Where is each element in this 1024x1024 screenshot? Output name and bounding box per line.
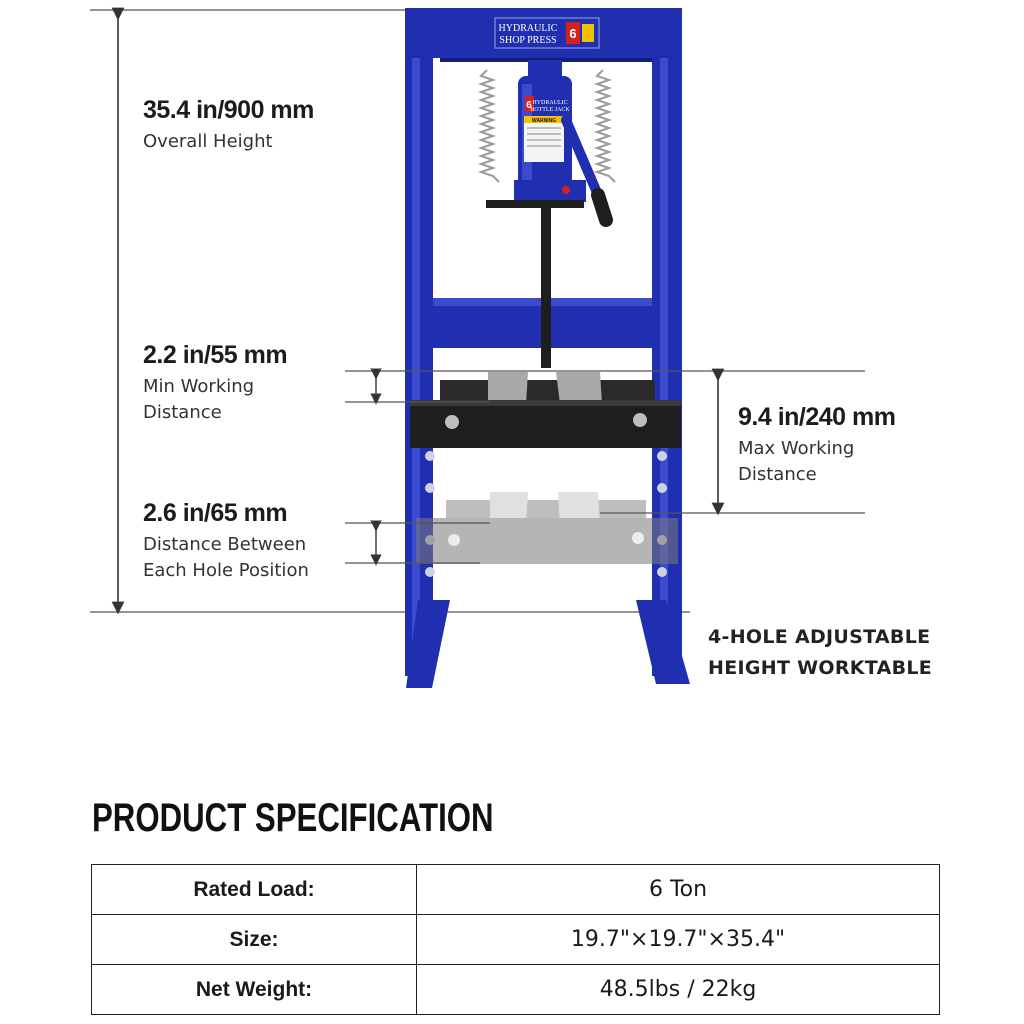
table-row	[92, 865, 940, 915]
feature-line-2: HEIGHT WORKTABLE	[708, 657, 933, 679]
svg-text:SHOP PRESS: SHOP PRESS	[499, 35, 557, 46]
hole-distance-label-2: Each Hole Position	[143, 560, 309, 581]
max-working-label-1: Max Working	[738, 438, 855, 459]
max-working-callout	[738, 403, 895, 488]
table-row	[92, 965, 940, 1015]
feature-line-1: 4-HOLE ADJUSTABLE	[708, 626, 931, 648]
min-working-label-1: Min Working	[143, 376, 255, 397]
spec-key: Size:	[92, 915, 417, 965]
press-sign	[495, 18, 599, 48]
spec-value: 6 Ton	[417, 865, 940, 915]
hole-distance-callout	[143, 499, 309, 584]
spec-table	[91, 864, 940, 1015]
table-row	[92, 915, 940, 965]
overall-height-callout	[143, 96, 314, 155]
max-working-value: 9.4 in/240 mm	[738, 403, 896, 431]
overall-height-label: Overall Height	[143, 131, 273, 152]
worktable-feature-callout	[708, 622, 932, 684]
svg-text:HYDRAULIC: HYDRAULIC	[498, 23, 558, 34]
spec-value: 19.7"×19.7"×35.4"	[417, 915, 940, 965]
worktable-lower-ghost	[416, 492, 678, 564]
svg-text:6: 6	[526, 100, 532, 111]
spec-value: 48.5lbs / 22kg	[417, 965, 940, 1015]
min-working-callout	[143, 341, 287, 426]
spec-title: PRODUCT SPECIFICATION	[92, 796, 494, 840]
overall-height-value: 35.4 in/900 mm	[143, 96, 314, 124]
svg-text:HYDRAULIC: HYDRAULIC	[532, 100, 568, 106]
max-working-label-2: Distance	[738, 464, 817, 485]
min-working-value: 2.2 in/55 mm	[143, 341, 288, 369]
worktable-upper	[410, 372, 681, 448]
hole-distance-value: 2.6 in/65 mm	[143, 499, 288, 527]
hole-distance-label-1: Distance Between	[143, 534, 307, 555]
svg-text:BOTTLE JACK: BOTTLE JACK	[530, 107, 570, 113]
min-working-label-2: Distance	[143, 402, 222, 423]
spec-key: Rated Load:	[92, 865, 417, 915]
svg-text:6: 6	[569, 26, 577, 41]
spec-key: Net Weight:	[92, 965, 417, 1015]
svg-text:WARNING: WARNING	[531, 118, 557, 124]
